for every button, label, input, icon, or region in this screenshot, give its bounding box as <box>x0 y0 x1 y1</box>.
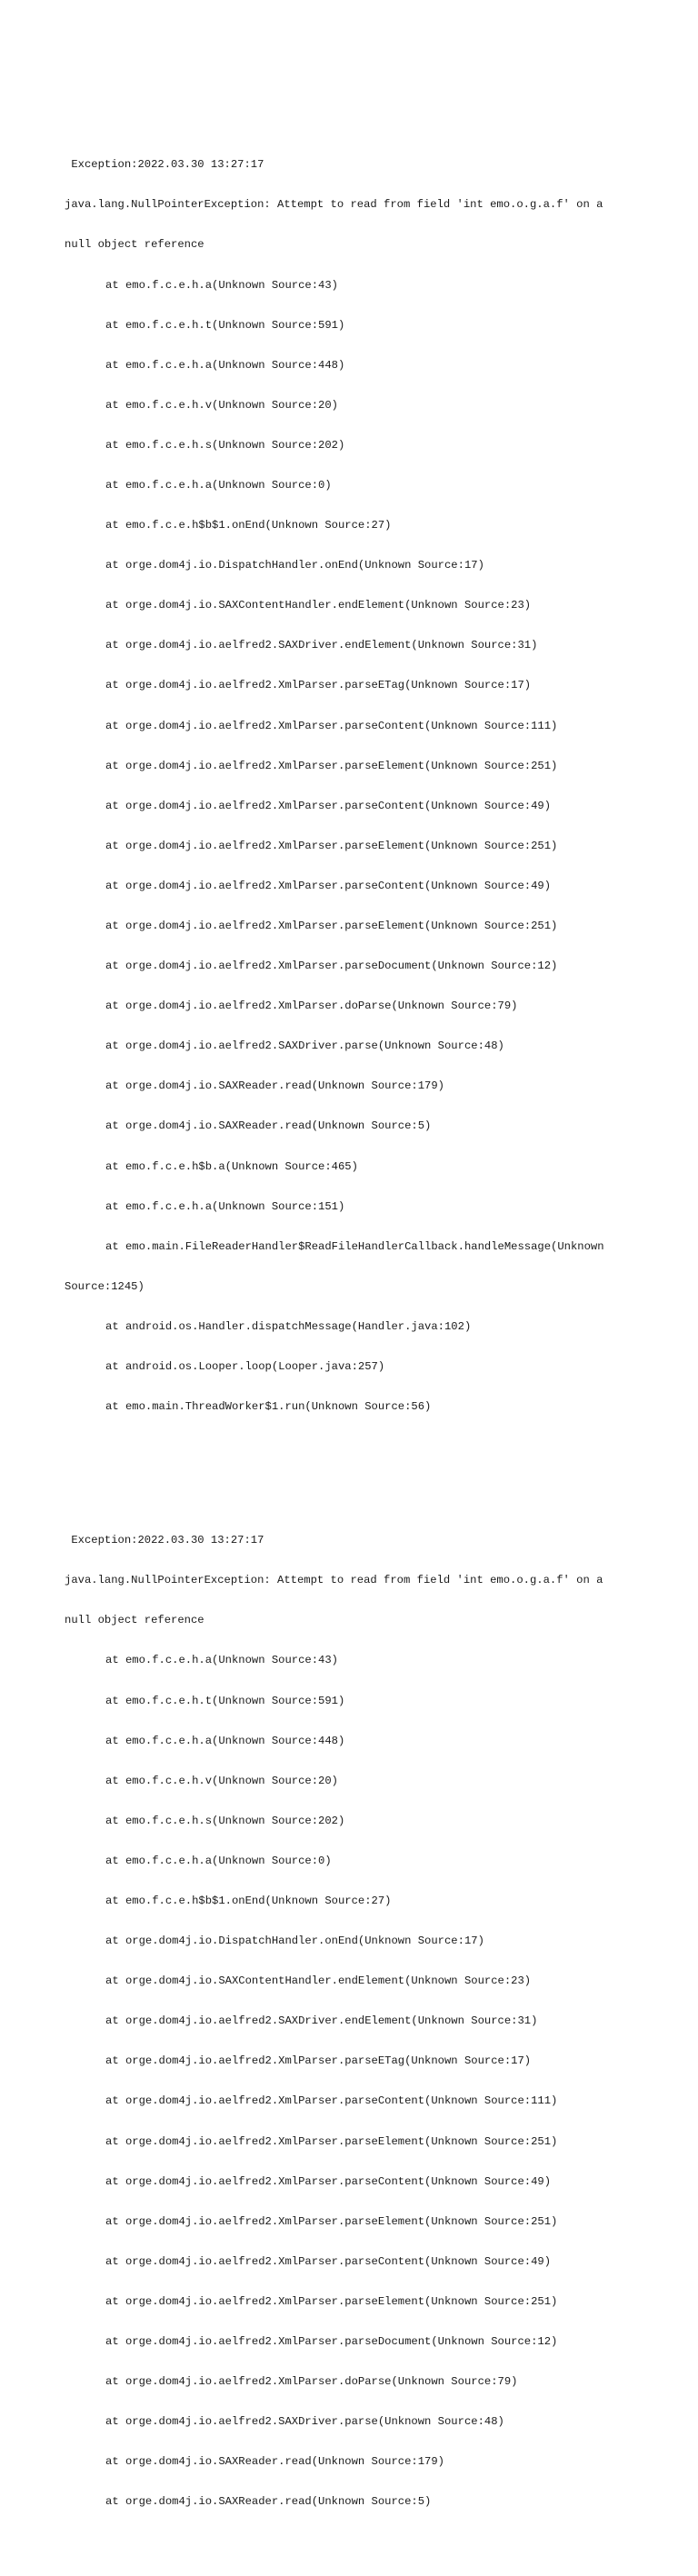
stack-frame: at emo.f.c.e.h.a(Unknown Source:0) <box>105 1854 332 1867</box>
stack-frame: at orge.dom4j.io.SAXReader.read(Unknown Source:179) <box>105 2455 444 2469</box>
stack-frame: at orge.dom4j.io.SAXReader.read(Unknown Source:5) <box>105 2495 432 2509</box>
stack-frame: at orge.dom4j.io.aelfred2.XmlParser.parseElement(Unknown Source:251) <box>105 920 558 932</box>
stack-frame: at orge.dom4j.io.DispatchHandler.onEnd(Unknown Source:17) <box>105 559 484 572</box>
stack-frame: at android.os.Handler.dispatchMessage(Handler.java:102) <box>105 1319 472 1333</box>
stack-frame: at emo.f.c.e.h.t(Unknown Source:591) <box>105 1694 345 1707</box>
stack-frame: at orge.dom4j.io.aelfred2.XmlParser.parseDocument(Unknown Source:12) <box>105 2335 558 2348</box>
stack-frame: at orge.dom4j.io.SAXReader.read(Unknown Source:179) <box>105 1079 444 1093</box>
exception-message-line: java.lang.NullPointerException: Attempt to read from field 'int emo.o.g.a.f' on a <box>65 1574 603 1587</box>
stack-frame: at emo.f.c.e.h.a(Unknown Source:43) <box>105 278 338 292</box>
exception-entry-2 <box>65 1507 692 2536</box>
stack-frame: at orge.dom4j.io.aelfred2.XmlParser.doParse(Unknown Source:79) <box>105 2375 518 2389</box>
stack-frame: at orge.dom4j.io.aelfred2.XmlParser.parseETag(Unknown Source:17) <box>105 2054 532 2068</box>
stack-frame: at emo.main.ThreadWorker$1.run(Unknown Source:56) <box>105 1400 432 1414</box>
stack-frame: at emo.f.c.e.h$b$1.onEnd(Unknown Source:27) <box>105 1894 392 1907</box>
stack-frame: at orge.dom4j.io.SAXReader.read(Unknown Source:5) <box>105 1119 432 1133</box>
stack-frame: at emo.f.c.e.h.t(Unknown Source:591) <box>105 318 345 332</box>
stack-frame: at emo.f.c.e.h.s(Unknown Source:202) <box>105 1814 345 1827</box>
stack-frame: at orge.dom4j.io.aelfred2.XmlParser.parseContent(Unknown Source:49) <box>105 2174 552 2188</box>
stack-frame: at orge.dom4j.io.aelfred2.XmlParser.parseETag(Unknown Source:17) <box>105 679 532 692</box>
stack-frame: at orge.dom4j.io.aelfred2.XmlParser.parseContent(Unknown Source:111) <box>105 2094 558 2108</box>
stack-frame: at emo.f.c.e.h.a(Unknown Source:151) <box>105 1199 345 1213</box>
stack-frame: at orge.dom4j.io.aelfred2.XmlParser.parseElement(Unknown Source:251) <box>105 2134 558 2148</box>
stack-frame: at emo.f.c.e.h.a(Unknown Source:448) <box>105 1734 345 1747</box>
stack-frame-continuation: Source:1245) <box>65 1279 145 1293</box>
exception-message-line: java.lang.NullPointerException: Attempt to read from field 'int emo.o.g.a.f' on a <box>65 198 603 212</box>
stack-frame: at orge.dom4j.io.aelfred2.XmlParser.parseContent(Unknown Source:49) <box>105 879 552 892</box>
exception-message-line: null object reference <box>65 238 204 252</box>
exception-log <box>65 78 692 2576</box>
stack-frame: at emo.f.c.e.h.a(Unknown Source:448) <box>105 358 345 372</box>
stack-frame: at emo.f.c.e.h.s(Unknown Source:202) <box>105 438 345 452</box>
stack-frame: at orge.dom4j.io.SAXContentHandler.endElement(Unknown Source:23) <box>105 599 532 612</box>
stack-frame: at emo.f.c.e.h$b$1.onEnd(Unknown Source:27) <box>105 519 392 532</box>
stack-frame: at orge.dom4j.io.aelfred2.XmlParser.parseContent(Unknown Source:49) <box>105 799 552 812</box>
stack-frame: at emo.f.c.e.h.a(Unknown Source:43) <box>105 1654 338 1667</box>
stack-frame: at emo.f.c.e.h.a(Unknown Source:0) <box>105 478 332 492</box>
exception-entry-1 <box>65 132 692 1440</box>
stack-frame: at orge.dom4j.io.aelfred2.XmlParser.parseElement(Unknown Source:251) <box>105 839 558 852</box>
stack-frame: at emo.f.c.e.h.v(Unknown Source:20) <box>105 1774 338 1787</box>
stack-frame: at orge.dom4j.io.aelfred2.XmlParser.parseElement(Unknown Source:251) <box>105 759 558 772</box>
exception-message-line: null object reference <box>65 1614 204 1627</box>
exception-header: Exception:2022.03.30 13:27:17 <box>65 158 264 172</box>
stack-frame: at orge.dom4j.io.SAXContentHandler.endElement(Unknown Source:23) <box>105 1974 532 1988</box>
stack-frame: at android.os.Looper.loop(Looper.java:257) <box>105 1360 385 1374</box>
stack-frame: at orge.dom4j.io.aelfred2.SAXDriver.parse(Unknown Source:48) <box>105 2415 504 2429</box>
stack-frame: at orge.dom4j.io.aelfred2.XmlParser.parseDocument(Unknown Source:12) <box>105 960 558 973</box>
stack-frame: at emo.main.FileReaderHandler$ReadFileHandlerCallback.handleMessage(Unknown <box>105 1239 604 1253</box>
stack-frame: at orge.dom4j.io.DispatchHandler.onEnd(Unknown Source:17) <box>105 1934 484 1948</box>
stack-frame: at orge.dom4j.io.aelfred2.XmlParser.parseContent(Unknown Source:49) <box>105 2254 552 2268</box>
stack-frame: at orge.dom4j.io.aelfred2.SAXDriver.endElement(Unknown Source:31) <box>105 639 538 652</box>
stack-frame: at orge.dom4j.io.aelfred2.XmlParser.parseElement(Unknown Source:251) <box>105 2214 558 2228</box>
stack-frame: at orge.dom4j.io.aelfred2.SAXDriver.endElement(Unknown Source:31) <box>105 2014 538 2028</box>
stack-frame: at emo.f.c.e.h.v(Unknown Source:20) <box>105 398 338 412</box>
stack-frame: at emo.f.c.e.h$b.a(Unknown Source:465) <box>105 1159 358 1173</box>
exception-header: Exception:2022.03.30 13:27:17 <box>65 1534 264 1547</box>
stack-frame: at orge.dom4j.io.aelfred2.XmlParser.doParse(Unknown Source:79) <box>105 1000 518 1013</box>
stack-frame: at orge.dom4j.io.aelfred2.SAXDriver.parse(Unknown Source:48) <box>105 1039 504 1053</box>
document-page <box>65 78 692 2576</box>
stack-frame: at orge.dom4j.io.aelfred2.XmlParser.parseElement(Unknown Source:251) <box>105 2294 558 2308</box>
stack-frame: at orge.dom4j.io.aelfred2.XmlParser.parseContent(Unknown Source:111) <box>105 719 558 732</box>
